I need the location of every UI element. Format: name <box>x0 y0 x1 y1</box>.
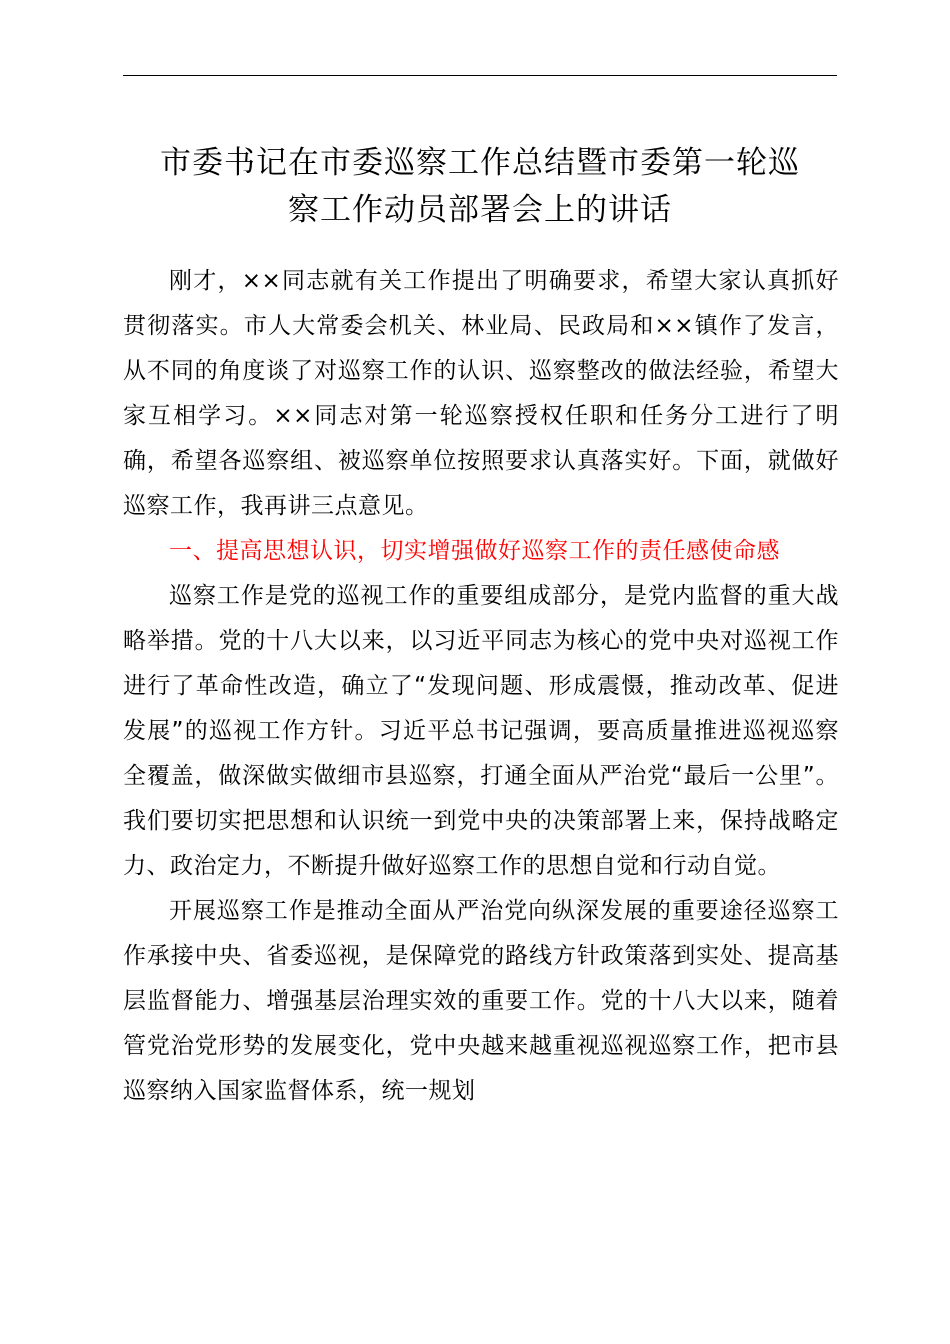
document-body <box>123 259 839 1114</box>
title-line-1: 市委书记在市委巡察工作总结暨市委第一轮巡 <box>160 145 800 181</box>
paragraph-intro: 刚才，××同志就有关工作提出了明确要求，希望大家认真抓好贯彻落实。市人大常委会机关、林业局、民政局和××镇作了发言，从不同的角度谈了对巡察工作的认识、巡察整改的做法经验，希望大家互相学习。××同志对第一轮巡察授权任职和任务分工进行了明确，希望各巡察组、被巡察单位按照要求认真落实好。下面，就做好巡察工作，我再讲三点意见。 <box>123 268 839 519</box>
header-rule <box>123 75 837 76</box>
paragraph-inspection-approach: 开展巡察工作是推动全面从严治党向纵深发展的重要途径巡察工作承接中央、省委巡视，是保障党的路线方针政策落到实处、提高基层监督能力、增强基层治理实效的重要工作。党的十八大以来，随着管党治党形势的发展变化，党中央越来越重视巡视巡察工作，把市县巡察纳入国家监督体系，统一规划 <box>123 898 839 1104</box>
paragraph-inspection-importance: 巡察工作是党的巡视工作的重要组成部分，是党内监督的重大战略举措。党的十八大以来，以习近平同志为核心的党中央对巡视工作进行了革命性改造，确立了“发现问题、形成震慑，推动改革、促进发展”的巡视工作方针。习近平总书记强调，要高质量推进巡视巡察全覆盖，做深做实做细市县巡察，打通全面从严治党“最后一公里”。我们要切实把思想和认识统一到党中央的决策部署上来，保持战略定力、政治定力，不断提升做好巡察工作的思想自觉和行动自觉。 <box>123 583 839 879</box>
section-heading-1: 一、提高思想认识，切实增强做好巡察工作的责任感使命感 <box>169 538 780 564</box>
title-line-2: 察工作动员部署会上的讲话 <box>288 192 672 228</box>
document-title <box>110 140 850 234</box>
